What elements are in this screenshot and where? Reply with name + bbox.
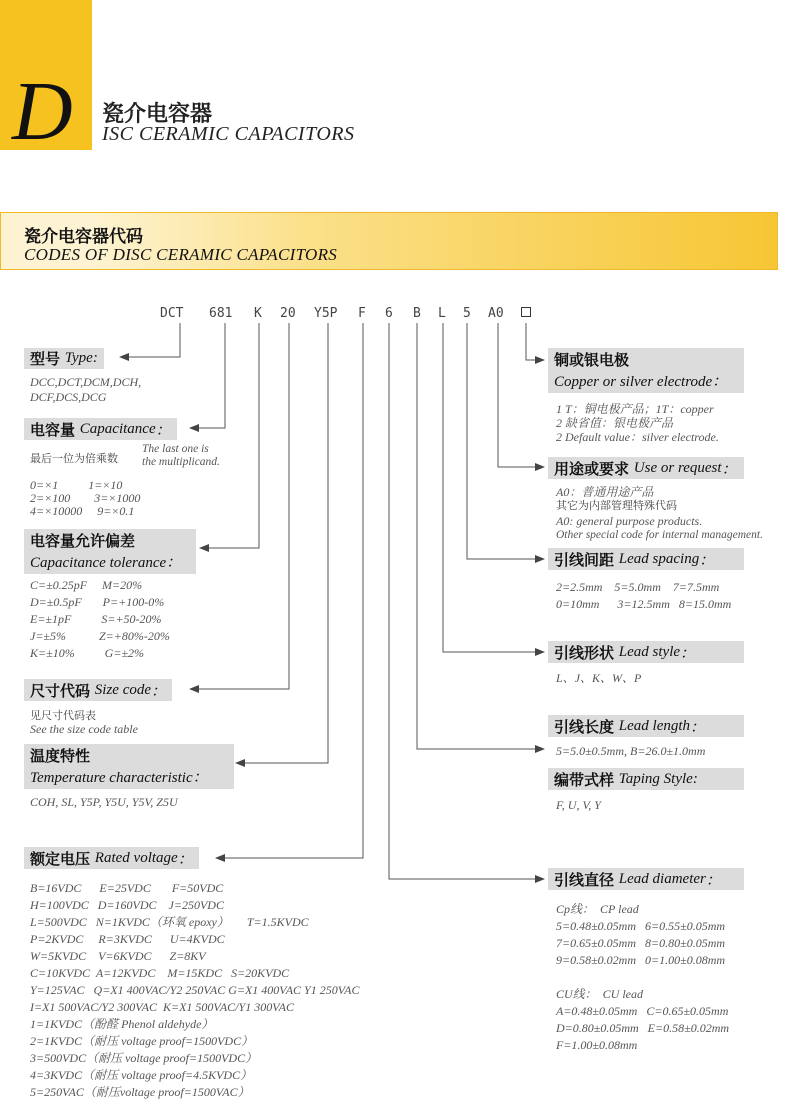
- code-part-spacing: 5: [463, 306, 471, 321]
- temperature-label: 温度特性 Temperature characteristic：: [24, 744, 234, 789]
- voltage-row-3: L=500VDC N=1KVDC（环氧 epoxy） T=1.5KVDC: [30, 915, 309, 929]
- tolerance-row-2: D=±0.5pF P=+100-0%: [30, 595, 165, 609]
- code-part-tolerance: K: [254, 306, 262, 321]
- use-label: 用途或要求 Use or request ：: [548, 457, 744, 479]
- voltage-row-2: H=100VDC D=160VDC J=250VDC: [30, 898, 224, 912]
- capacitance-note-en-2: the multiplicand.: [142, 456, 220, 468]
- style-values: L、J、K、W、P: [556, 671, 642, 685]
- length-label: 引线长度 Lead length ：: [548, 715, 744, 737]
- size-label: 尺寸代码 Size code ：: [24, 679, 172, 701]
- code-part-length: B: [413, 306, 421, 321]
- voltage-row-5: W=5KVDC V=6KVDC Z=8KV: [30, 949, 206, 963]
- capacitance-label: 电容量 Capacitance ：: [24, 418, 177, 440]
- size-note-cn: 见尺寸代码表: [30, 709, 96, 722]
- code-part-voltage: F: [358, 306, 366, 321]
- diameter-label: 引线直径 Lead diameter ：: [548, 868, 744, 890]
- diameter-cp-row-2: 7=0.65±0.05mm 8=0.80±0.05mm: [556, 936, 726, 950]
- diameter-cp-row-3: 9=0.58±0.02mm 0=1.00±0.08mm: [556, 953, 726, 967]
- electrode-note-2: 2 缺省值：银电极产品: [556, 416, 674, 430]
- use-note-3: A0: general purpose products.: [556, 514, 703, 528]
- spacing-label: 引线间距 Lead spacing ：: [548, 548, 744, 570]
- capacitance-row-1: 0=×1 1=×10: [30, 478, 123, 492]
- type-values-1: DCC,DCT,DCM,DCH,: [30, 375, 142, 389]
- section-letter: D: [12, 65, 73, 158]
- voltage-row-12: 4=3KVDC（耐压 voltage proof=4.5KVDC）: [30, 1068, 253, 1082]
- code-part-size: 20: [280, 306, 296, 321]
- voltage-row-10: 2=1KVDC（耐压 voltage proof=1500VDC）: [30, 1034, 254, 1048]
- taping-values: F, U, V, Y: [556, 798, 601, 812]
- style-label: 引线形状 Lead style ：: [548, 641, 744, 663]
- size-note-en: See the size code table: [30, 722, 138, 736]
- temperature-values: COH, SL, Y5P, Y5U, Y5V, Z5U: [30, 795, 178, 809]
- code-part-diameter: 6: [385, 306, 393, 321]
- page-title-cn: 瓷介电容器: [102, 102, 213, 127]
- code-part-temperature: Y5P: [314, 306, 338, 321]
- voltage-row-13: 5=250VAC（耐压voltage proof=1500VAC）: [30, 1085, 250, 1099]
- use-note-4: Other special code for internal management.: [556, 529, 763, 541]
- voltage-row-1: B=16VDC E=25VDC F=50VDC: [30, 881, 224, 895]
- page-title-en: ISC CERAMIC CAPACITORS: [102, 123, 355, 145]
- electrode-note-3: 2 Default value：silver electrode.: [556, 430, 719, 444]
- spacing-row-2: 0=10mm 3=12.5mm 8=15.0mm: [556, 597, 732, 611]
- tolerance-row-1: C=±0.25pF M=20%: [30, 578, 143, 592]
- code-part-series: DCT: [160, 306, 184, 321]
- voltage-row-6: C=10KVDC A=12KVDC M=15KDC S=20KVDC: [30, 966, 290, 980]
- banner-title-en: CODES OF DISC CERAMIC CAPACITORS: [24, 245, 338, 264]
- type-values-2: DCF,DCS,DCG: [30, 390, 107, 404]
- diameter-cu-row-3: F=1.00±0.08mm: [556, 1038, 638, 1052]
- use-note-1: A0：普通用途产品: [556, 485, 654, 499]
- code-part-capacitance: 681: [209, 306, 233, 321]
- diameter-cu-head: CU线： CU lead: [556, 987, 644, 1001]
- use-note-2: 其它为内部管理特殊代码: [556, 499, 677, 512]
- code-part-use: A0: [488, 306, 504, 321]
- code-part-style: L: [438, 306, 446, 321]
- diameter-cp-head: Cp线： CP lead: [556, 902, 639, 916]
- capacitance-note-en-1: The last one is: [142, 443, 209, 455]
- tolerance-row-5: K=±10% G=±2%: [30, 646, 145, 660]
- electrode-note-1: 1 T：铜电极产品；1T：copper: [556, 402, 714, 416]
- spacing-row-1: 2=2.5mm 5=5.0mm 7=7.5mm: [556, 580, 720, 594]
- banner-title-cn: 瓷介电容器代码: [24, 227, 143, 247]
- diameter-cu-row-2: D=0.80±0.05mm E=0.58±0.02mm: [556, 1021, 730, 1035]
- voltage-label: 额定电压 Rated voltage ：: [24, 847, 199, 869]
- voltage-row-8: I=X1 500VAC/Y2 300VAC K=X1 500VAC/Y1 300VAC: [30, 1000, 294, 1014]
- capacitance-note-cn: 最后一位为倍乘数: [30, 452, 118, 465]
- voltage-row-4: P=2KVDC R=3KVDC U=4KVDC: [30, 932, 225, 946]
- capacitance-row-2: 2=×100 3=×1000: [30, 491, 141, 505]
- voltage-row-9: 1=1KVDC（酚醛 Phenol aldehyde）: [30, 1017, 214, 1031]
- tolerance-row-3: E=±1pF S=+50-20%: [30, 612, 162, 626]
- tolerance-row-4: J=±5% Z=+80%-20%: [30, 629, 170, 643]
- tolerance-label: 电容量允许偏差 Capacitance tolerance：: [24, 529, 196, 574]
- diameter-cu-row-1: A=0.48±0.05mm C=0.65±0.05mm: [556, 1004, 729, 1018]
- voltage-row-11: 3=500VDC（耐压 voltage proof=1500VDC）: [30, 1051, 258, 1065]
- length-values: 5=5.0±0.5mm, B=26.0±1.0mm: [556, 744, 706, 758]
- voltage-row-7: Y=125VAC Q=X1 400VAC/Y2 250VAC G=X1 400VAC Y1 250VAC: [30, 983, 360, 997]
- type-label: 型号 Type :: [24, 348, 104, 369]
- taping-label: 编带式样 Taping Style:: [548, 768, 744, 790]
- diameter-cp-row-1: 5=0.48±0.05mm 6=0.55±0.05mm: [556, 919, 726, 933]
- capacitance-row-3: 4=×10000 9=×0.1: [30, 504, 135, 518]
- electrode-label: 铜或银电极 Copper or silver electrode：: [548, 348, 744, 393]
